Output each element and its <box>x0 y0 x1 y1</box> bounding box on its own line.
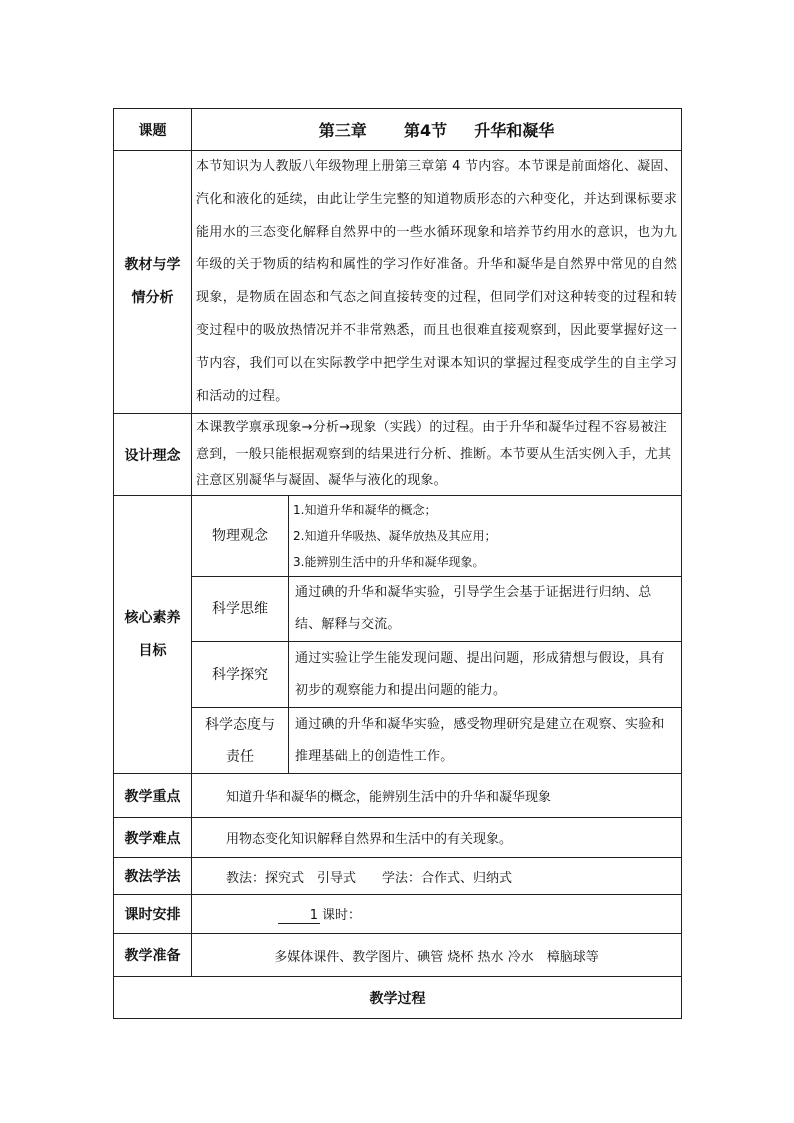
methods-row <box>114 858 682 895</box>
goal-name-inquiry: 科学探究 <box>192 642 289 708</box>
schedule-cell <box>192 895 682 934</box>
section-text: 第4节 <box>403 121 448 140</box>
goal-text-physics <box>289 496 682 577</box>
analysis-label <box>114 151 192 414</box>
goal-name-attitude <box>192 708 289 774</box>
goal-row-physics <box>114 496 682 577</box>
keypoints-row <box>114 774 682 818</box>
difficulties-row <box>114 818 682 858</box>
analysis-text: 本节知识为人教版八年级物理上册第三章第 4 节内容。本节课是前面熔化、凝固、汽化和液化的延续，由此让学生完整的知道物质形态的六种变化，并达到课标要求能用水的三态变化解释自然界中的一些水循环现象和培养节约用水的意识，也为九年级的关于物质的结构和属性的学习作好准备。升华和凝华是自然界中常见的自然现象，是物质在固态和气态之间直接转变的过程，但同学们对这种转变的过程和转变过程中的吸放热情况并不非常熟悉，而且也很难直接观察到，因此要掌握好这一节内容，我们可以在实际教学中把学生对课本知识的掌握过程变成学生的自主学习和活动的过程。 <box>192 151 682 414</box>
goal-physics-line3: 3.能辨别生活中的升华和凝华现象。 <box>293 555 485 570</box>
schedule-row <box>114 895 682 934</box>
goal-row-inquiry <box>114 642 682 708</box>
analysis-label-line1: 教材与学 <box>124 257 181 274</box>
keypoints-label: 教学重点 <box>114 774 192 818</box>
difficulties-text: 用物态变化知识解释自然界和生活中的有关现象。 <box>192 818 682 858</box>
topic-row <box>114 109 682 151</box>
lesson-title <box>192 109 682 151</box>
goal-physics-line1: 1.知道升华和凝华的概念； <box>293 503 437 518</box>
preparation-label: 教学准备 <box>114 934 192 977</box>
preparation-text: 多媒体课件、教学图片、碘管 烧杯 热水 冷水 樟脑球等 <box>192 934 682 977</box>
schedule-label: 课时安排 <box>114 895 192 934</box>
analysis-label-line2: 情分析 <box>131 290 174 307</box>
schedule-unit: 课时： <box>322 908 362 924</box>
goal-attitude-name-line1: 科学态度与 <box>205 716 275 733</box>
design-row <box>114 414 682 496</box>
schedule-count: 1 <box>278 908 320 924</box>
keypoints-text: 知道升华和凝华的概念，能辨别生活中的升华和凝华现象 <box>192 774 682 818</box>
goal-name-thinking: 科学思维 <box>192 577 289 642</box>
design-label: 设计理念 <box>114 414 192 496</box>
goals-label-line1: 核心素养 <box>124 609 181 626</box>
goal-text-attitude: 通过碘的升华和凝华实验，感受物理研究是建立在观察、实验和推理基础上的创造性工作。 <box>289 708 682 774</box>
lesson-plan-table <box>113 108 682 1019</box>
goal-text-inquiry: 通过实验让学生能发现问题、提出问题，形成猜想与假设，具有初步的观察能力和提出问题的能力。 <box>289 642 682 708</box>
design-text: 本课教学禀承现象→分析→现象（实践）的过程。由于升华和凝华过程不容易被注意到，一般只能根据观察到的结果进行分析、推断。本节要从生活实例入手，尤其注意区别凝华与凝固、凝华与液化的现象。 <box>192 414 682 496</box>
topic-label: 课题 <box>114 109 192 151</box>
difficulties-label: 教学难点 <box>114 818 192 858</box>
process-heading: 教学过程 <box>114 977 682 1019</box>
goal-row-attitude <box>114 708 682 774</box>
goal-row-thinking <box>114 577 682 642</box>
goal-physics-line2: 2.知道升华吸热、凝华放热及其应用； <box>293 529 497 544</box>
goal-name-physics: 物理观念 <box>192 496 289 577</box>
title-text: 升华和凝华 <box>474 121 555 140</box>
analysis-row <box>114 151 682 414</box>
preparation-row <box>114 934 682 977</box>
process-row <box>114 977 682 1019</box>
goals-label-line2: 目标 <box>138 642 167 659</box>
goal-text-thinking: 通过碘的升华和凝华实验，引导学生会基于证据进行归纳、总结、解释与交流。 <box>289 577 682 642</box>
chapter-text: 第三章 <box>318 121 367 140</box>
goals-label <box>114 496 192 774</box>
methods-text: 教法：探究式 引导式 学法：合作式、归纳式 <box>192 858 682 895</box>
goal-attitude-name-line2: 责任 <box>226 748 254 765</box>
methods-label: 教法学法 <box>114 858 192 895</box>
